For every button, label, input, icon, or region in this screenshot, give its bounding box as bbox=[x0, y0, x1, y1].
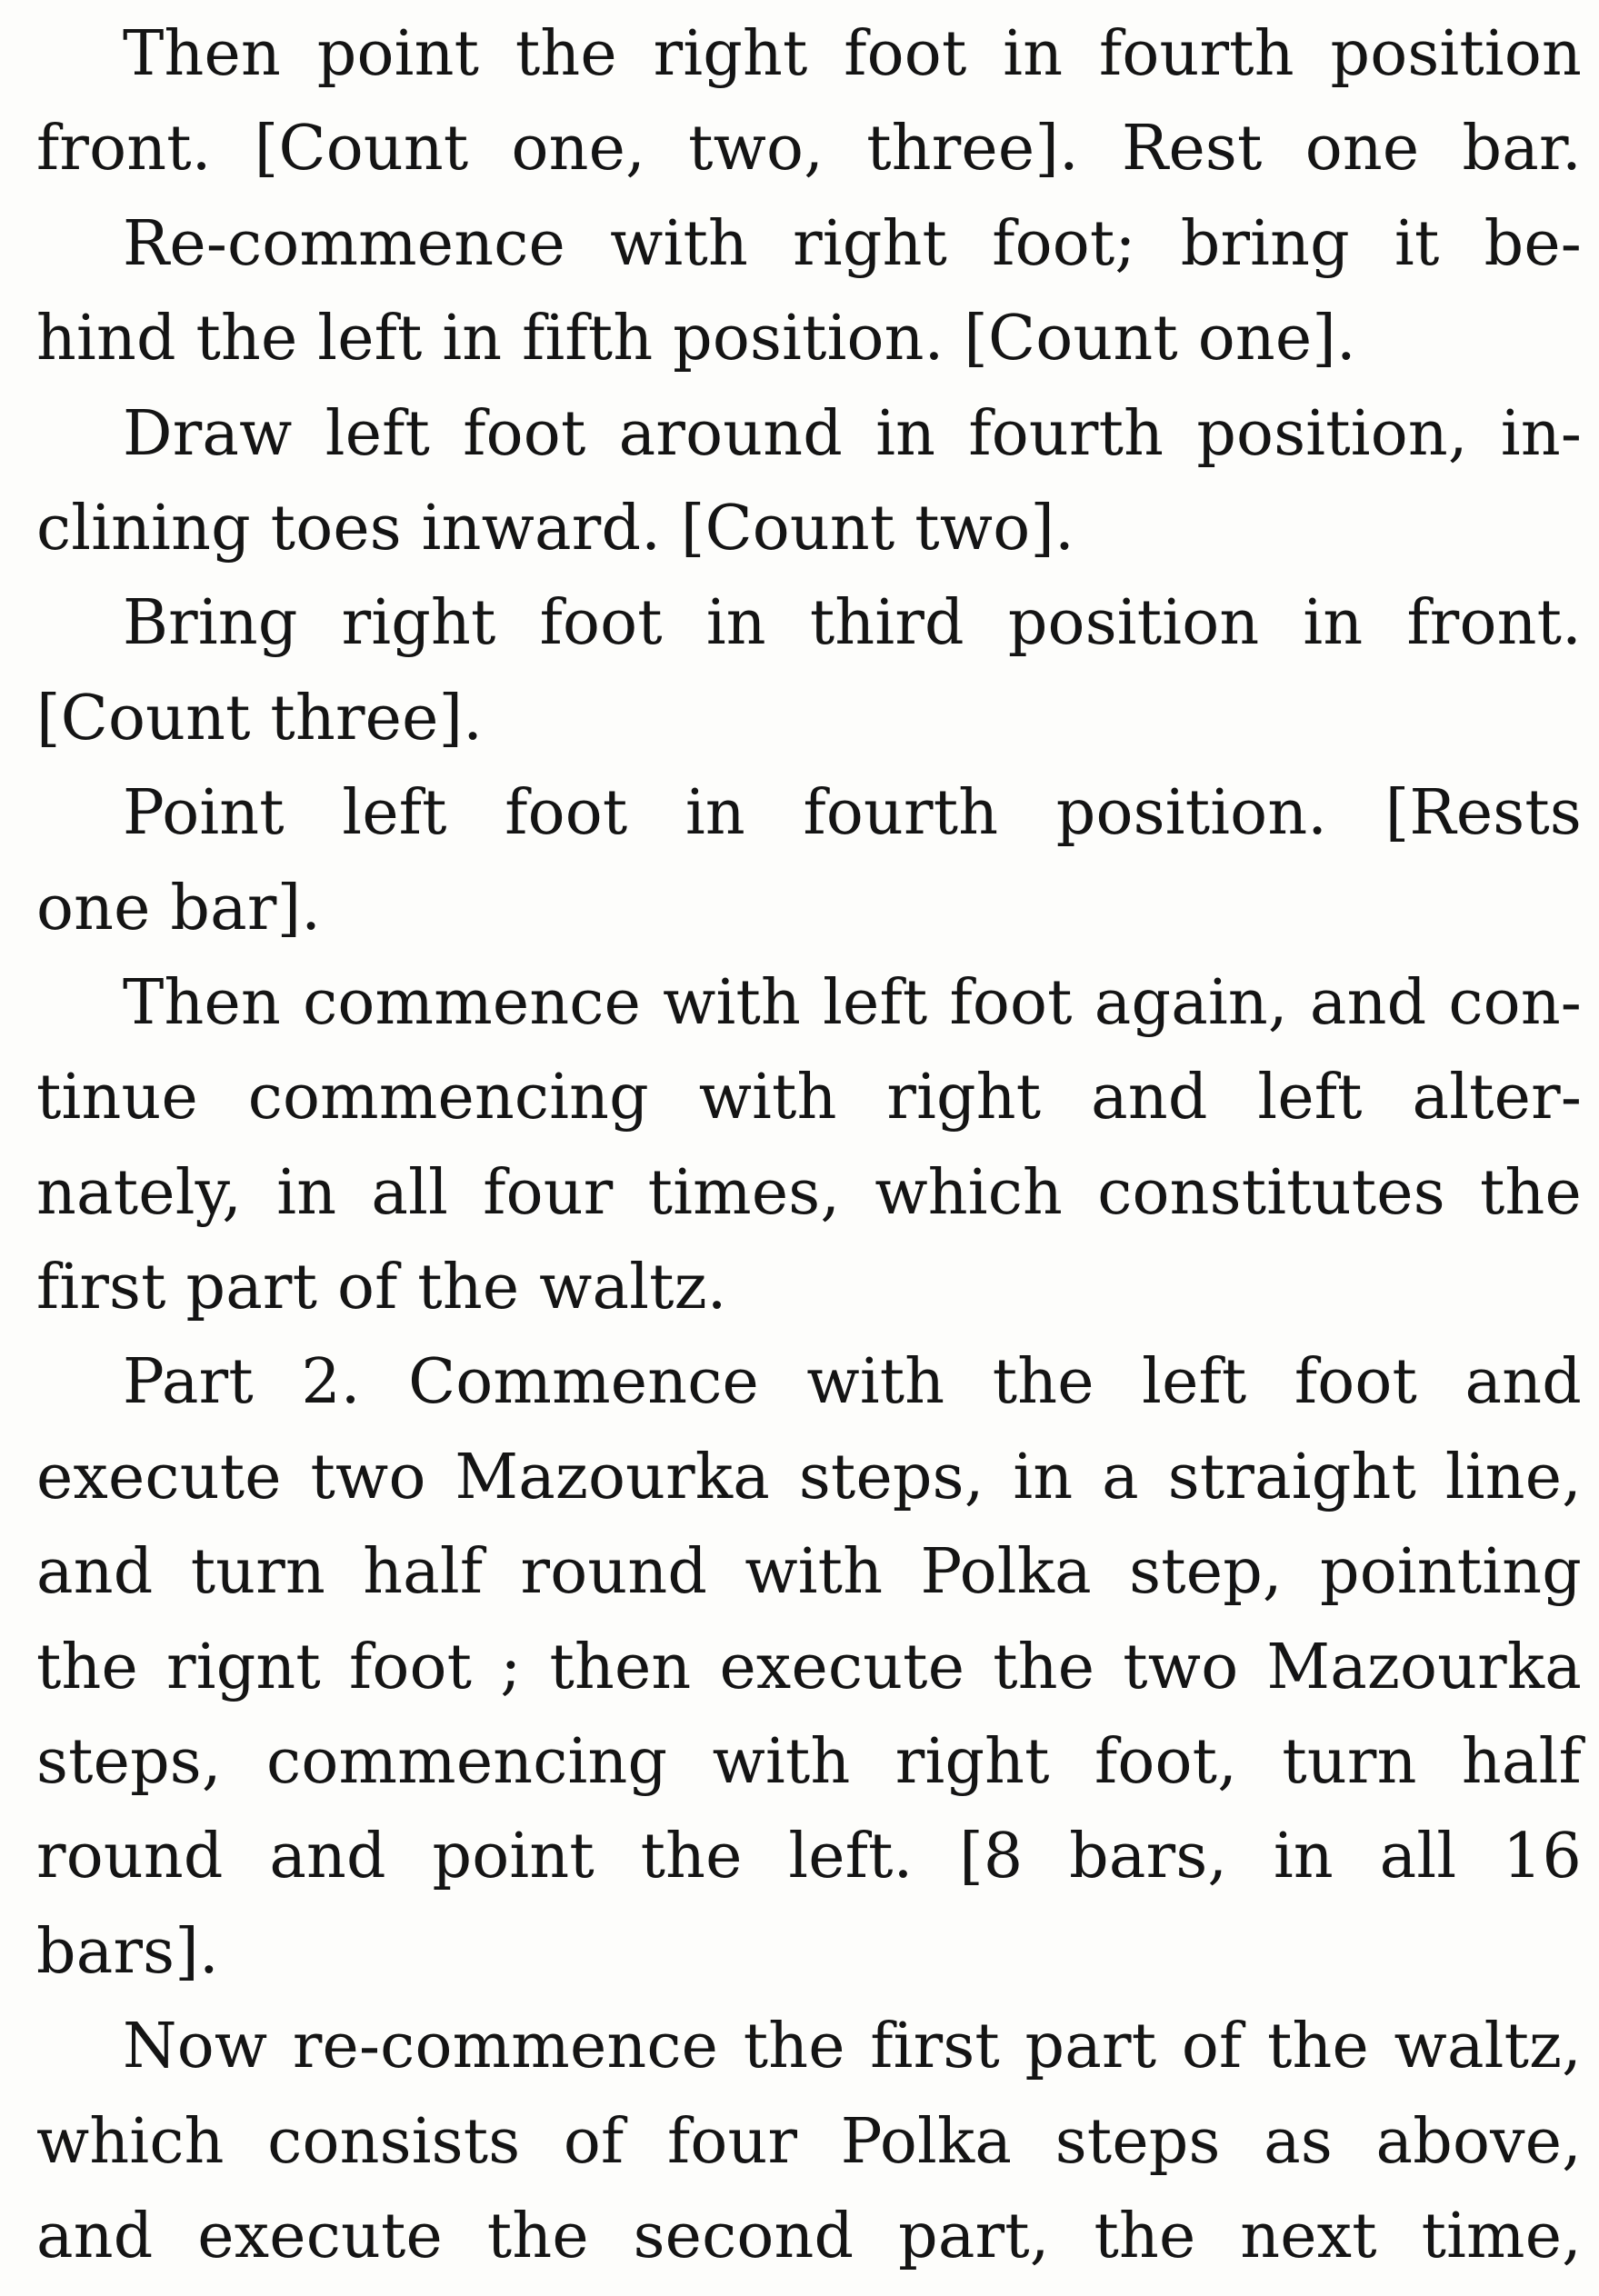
text-line: execute two Mazourka steps, in a straight line, bbox=[36, 1441, 1582, 1513]
text-line: [Count three]. bbox=[36, 682, 484, 754]
text-line: first part of the waltz. bbox=[36, 1252, 727, 1324]
text-line: and execute the second part, the next time, bbox=[36, 2200, 1582, 2272]
text-line: steps, commencing with right foot, turn half bbox=[36, 1726, 1582, 1799]
text-line: Part 2. Commence with the left foot and bbox=[123, 1346, 1582, 1419]
text-line: one bar]. bbox=[36, 872, 322, 944]
text-line: the rignt foot ; then execute the two Mazourka bbox=[36, 1631, 1582, 1703]
text-line: Now re-commence the first part of the waltz, bbox=[123, 2011, 1582, 2083]
text-line: which consists of four Polka steps as above, bbox=[36, 2105, 1582, 2178]
text-line: Point left foot in fourth position. [Rests bbox=[123, 777, 1582, 850]
text-line: tinue commencing with right and left alter- bbox=[36, 1062, 1582, 1134]
text-line: and turn half round with Polka step, pointing bbox=[36, 1536, 1582, 1609]
text-line: round and point the left. [8 bars, in all 16 bbox=[36, 1821, 1582, 1893]
text-line: Bring right foot in third position in front. bbox=[123, 587, 1582, 660]
body-text bbox=[36, 7, 1582, 2284]
text-line: front. [Count one, two, three]. Rest one bar. bbox=[36, 113, 1582, 185]
text-line: Then point the right foot in fourth position bbox=[123, 18, 1582, 90]
text-line: Draw left foot around in fourth position, in- bbox=[123, 397, 1582, 470]
text-line: bars]. bbox=[36, 1915, 219, 1988]
text-line: nately, in all four times, which constitutes the bbox=[36, 1156, 1582, 1229]
text-line: Then commence with left foot again, and con- bbox=[123, 966, 1582, 1039]
text-line: clining toes inward. [Count two]. bbox=[36, 492, 1074, 564]
text-line: Re-commence with right foot; bring it be- bbox=[123, 207, 1582, 280]
text-line: hind the left in fifth position. [Count one]. bbox=[36, 303, 1356, 375]
